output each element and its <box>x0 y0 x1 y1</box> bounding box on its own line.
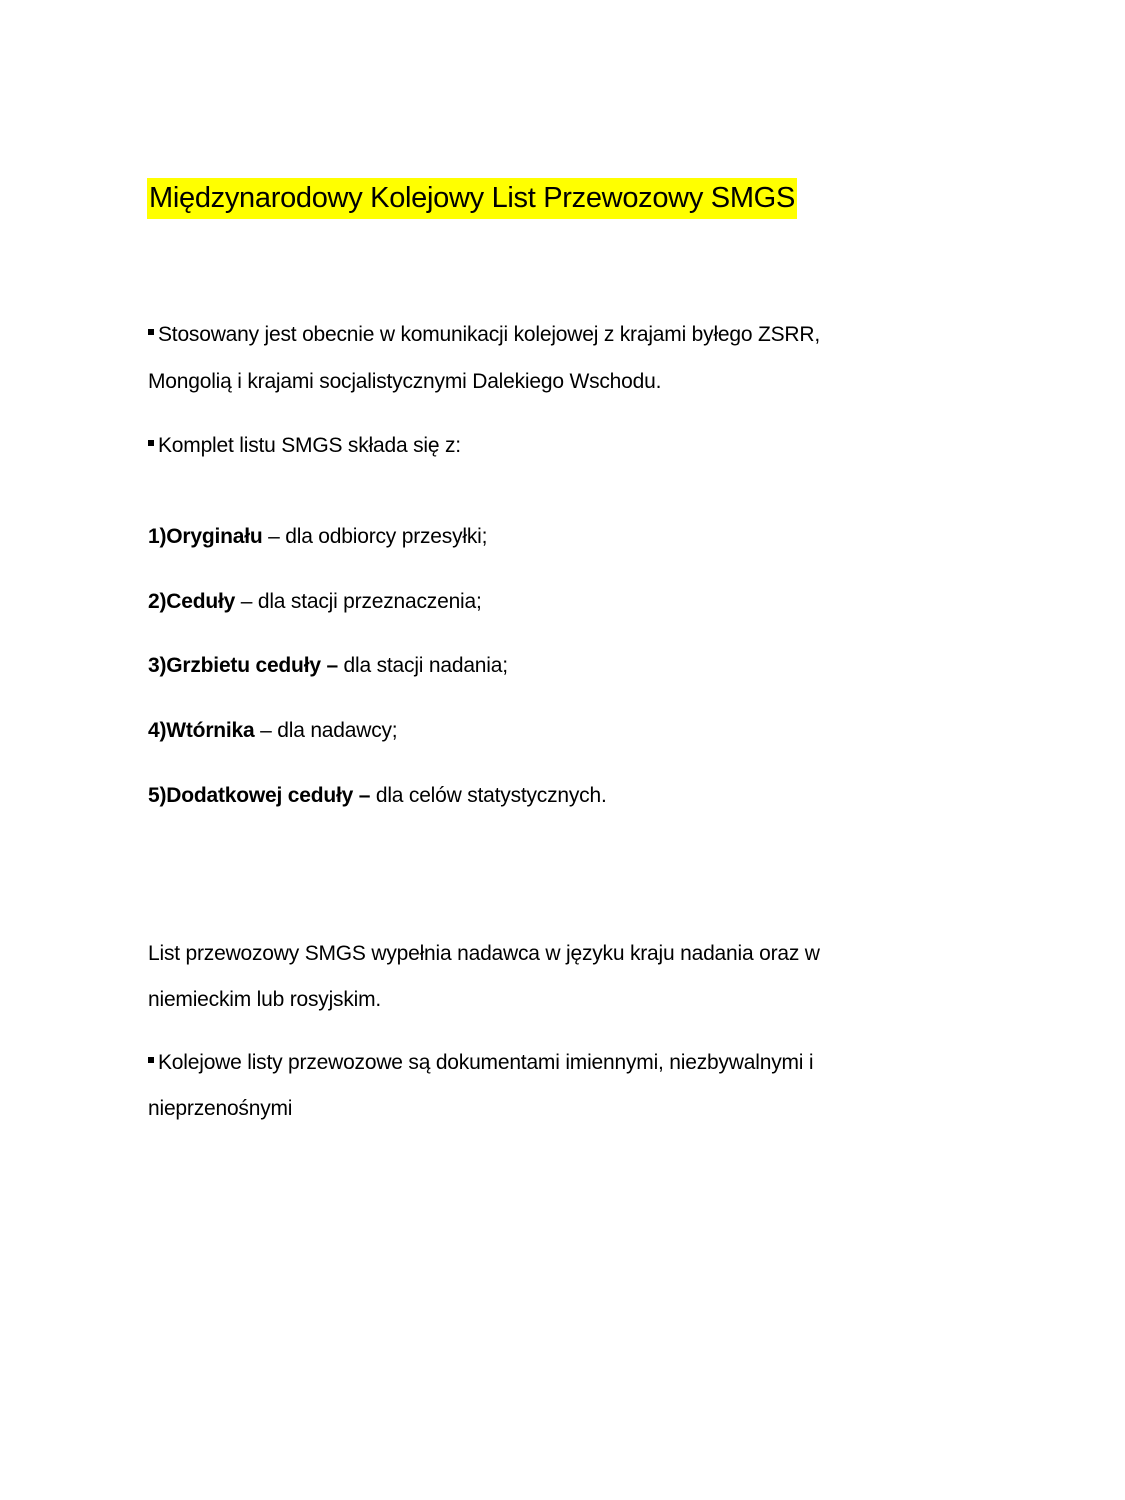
intro-line-2: Mongolią i krajami socjalistycznymi Dalekiego Wschodu. <box>148 370 662 393</box>
list-item-3 <box>148 653 508 679</box>
list-item-2-text: – dla stacji przeznaczenia; <box>235 590 482 613</box>
komplet-line <box>148 433 461 459</box>
intro-line-1 <box>148 322 820 348</box>
fill-paragraph-line-1: List przewozowy SMGS wypełnia nadawca w języku kraju nadania oraz w <box>148 942 820 965</box>
list-item-5-bold: 5)Dodatkowej cedu‍ły – <box>148 784 371 807</box>
komplet-text: Komplet listu SMGS składa się z: <box>158 434 461 457</box>
documents-paragraph-line-1 <box>148 1050 813 1076</box>
list-item-3-bold: 3)Grzbietu cedu‍ły – <box>148 654 338 677</box>
list-item-4-text: – dla nadawcy; <box>254 719 398 742</box>
square-bullet-icon <box>148 329 154 335</box>
list-item-2 <box>148 589 482 615</box>
list-item-1-bold: 1)Oryginału <box>148 525 263 548</box>
list-item-2-bold: 2)Cedu‍ły <box>148 590 236 613</box>
list-item-4-bold: 4)Wtórnika <box>148 719 255 742</box>
list-item-1-text: – dla odbiorcy przesyłki; <box>262 525 488 548</box>
fill-paragraph-line-2: niemieckim lub rosyjskim. <box>148 988 382 1011</box>
documents-paragraph-line-2: nieprzenośnymi <box>148 1097 293 1120</box>
square-bullet-icon <box>148 1057 154 1063</box>
list-item-1 <box>148 524 487 550</box>
intro-text-1: Stosowany jest obecnie w komunikacji kolejowej z krajami byłego ZSRR, <box>158 323 820 346</box>
list-item-5-text: dla celów statystycznych. <box>370 784 607 807</box>
document-title: Międzynarodowy Kolejowy List Przewozowy SMGS <box>147 178 797 219</box>
list-item-5 <box>148 783 607 809</box>
list-item-3-text: dla stacji nadania; <box>337 654 508 677</box>
list-item-4 <box>148 718 397 744</box>
documents-text-1: Kolejowe listy przewozowe są dokumentami imiennymi, niezbywalnymi i <box>158 1051 814 1074</box>
square-bullet-icon <box>148 440 154 446</box>
